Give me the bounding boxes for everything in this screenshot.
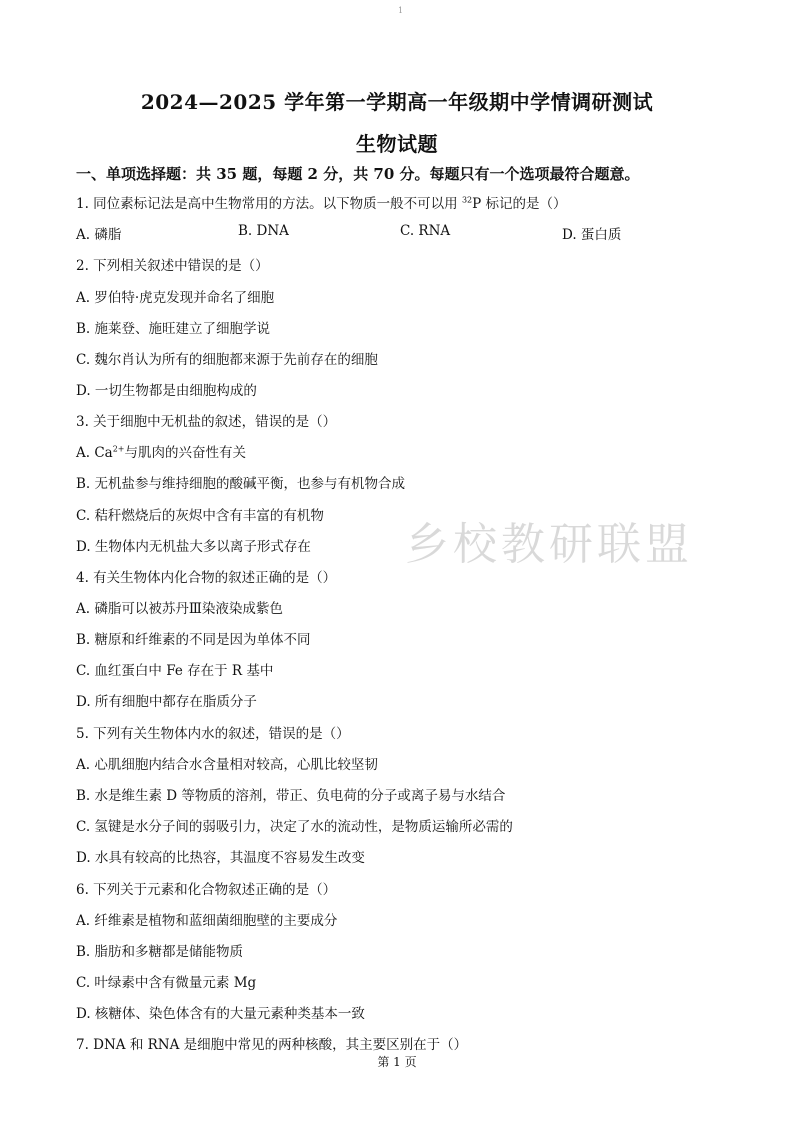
question-4-option-c: C. 血红蛋白中 Fe 存在于 R 基中 — [76, 663, 274, 679]
question-6-option-a: A. 纤维素是植物和蓝细菌细胞壁的主要成分 — [76, 913, 338, 929]
question-2-option-d: D. 一切生物都是由细胞构成的 — [76, 383, 257, 399]
page-number: 第 1 页 — [377, 1055, 417, 1069]
question-1-option-b: B. DNA — [238, 223, 289, 239]
question-6-option-c: C. 叶绿素中含有微量元素 Mg — [76, 975, 257, 991]
exam-title: 2024—2025 学年第一学期高一年级期中学情调研测试 — [140, 90, 654, 114]
watermark: 乡校教研联盟 — [405, 519, 693, 570]
question-6-option-b: B. 脂肪和多糖都是储能物质 — [76, 944, 244, 960]
section-heading: 一、单项选择题：共 35 题，每题 2 分，共 70 分。每题只有一个选项最符合题意。 — [76, 165, 640, 183]
question-1-option-c: C. RNA — [400, 223, 451, 239]
exam-subject: 生物试题 — [356, 132, 438, 156]
question-1-stem: 1. 同位素标记法是高中生物常用的方法。以下物质一般不可以用 $^{32}$P 标记的是（） — [76, 195, 567, 212]
question-4-option-b: B. 糖原和纤维素的不同是因为单体不同 — [76, 632, 311, 648]
question-1-option-d: D. 蛋白质 — [562, 227, 622, 243]
question-1-option-a: A. 磷脂 — [76, 227, 122, 243]
question-6-option-d: D. 核糖体、染色体含有的大量元素种类基本一致 — [76, 1006, 365, 1022]
question-7-stem: 7. DNA 和 RNA 是细胞中常见的两种核酸，其主要区别在于（） — [76, 1037, 468, 1053]
question-5-option-b: B. 水是维生素 D 等物质的溶剂，带正、负电荷的分子或离子易与水结合 — [76, 788, 506, 804]
question-4-stem: 4. 有关生物体内化合物的叙述正确的是（） — [76, 570, 337, 586]
question-2-option-a: A. 罗伯特·虎克发现并命名了细胞 — [76, 290, 275, 306]
question-3-option-a: A. $Ca^{2+}$与肌肉的兴奋性有关 — [76, 444, 247, 461]
question-2-option-c: C. 魏尔肖认为所有的细胞都来源于先前存在的细胞 — [76, 352, 378, 368]
question-3-option-d: D. 生物体内无机盐大多以离子形式存在 — [76, 539, 311, 555]
question-4-option-a: A. 磷脂可以被苏丹Ⅲ染液染成紫色 — [76, 601, 283, 617]
question-6-stem: 6. 下列关于元素和化合物叙述正确的是（） — [76, 882, 337, 898]
question-3-option-b: B. 无机盐参与维持细胞的酸碱平衡，也参与有机物合成 — [76, 476, 406, 492]
question-2-option-b: B. 施莱登、施旺建立了细胞学说 — [76, 321, 271, 337]
question-5-stem: 5. 下列有关生物体内水的叙述，错误的是（） — [76, 726, 350, 742]
question-4-option-d: D. 所有细胞中都存在脂质分子 — [76, 694, 257, 710]
question-2-stem: 2. 下列相关叙述中错误的是（） — [76, 258, 269, 274]
header-mark: 1 — [398, 6, 404, 15]
question-5-option-a: A. 心肌细胞内结合水含量相对较高，心肌比较坚韧 — [76, 757, 378, 773]
question-3-stem: 3. 关于细胞中无机盐的叙述，错误的是（） — [76, 414, 337, 430]
question-5-option-d: D. 水具有较高的比热容，其温度不容易发生改变 — [76, 850, 365, 866]
question-5-option-c: C. 氢键是水分子间的弱吸引力，决定了水的流动性，是物质运输所必需的 — [76, 819, 513, 835]
question-3-option-c: C. 秸秆燃烧后的灰烬中含有丰富的有机物 — [76, 508, 324, 524]
